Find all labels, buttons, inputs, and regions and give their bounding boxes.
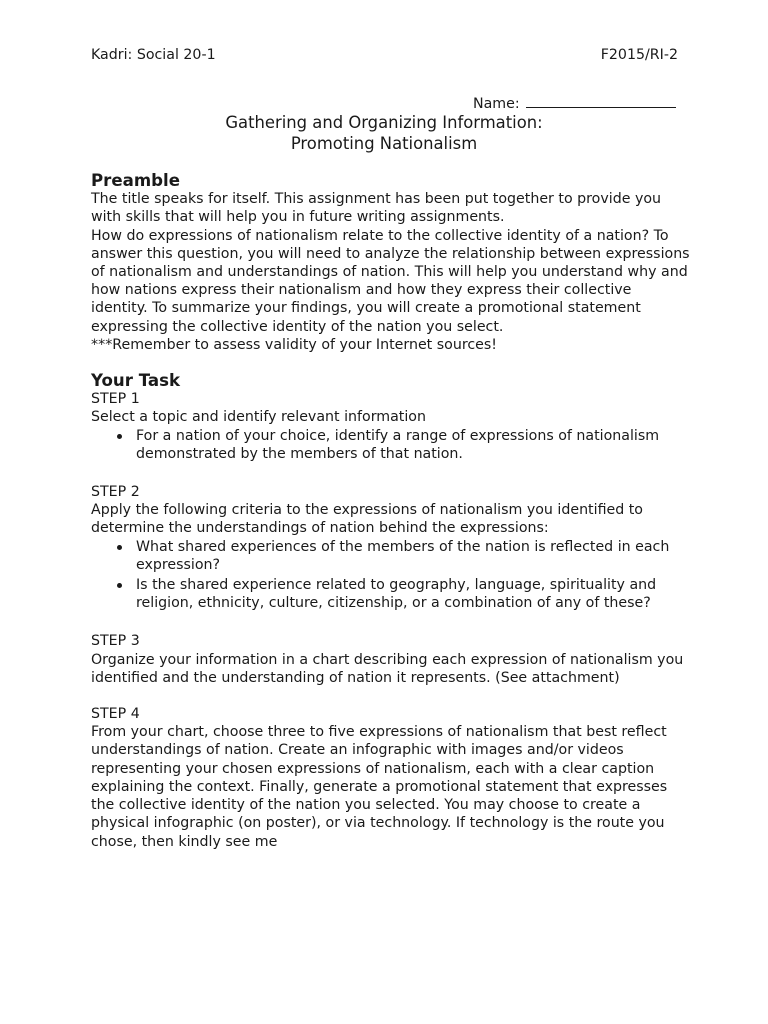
preamble-note: ***Remember to assess validity of your Internet sources! [91,336,497,353]
title-line-2: Promoting Nationalism [290,134,478,153]
task-heading: Your Task [91,371,181,391]
spacer [91,354,691,372]
preamble-paragraph-2: How do expressions of nationalism relate to the collective identity of a nation? To answer this question, you will need to analyze the relationship between expressions of nationalism and understandings of nation. This will help you understand why and how nations express their nationalism and how they express their collective identity. To summarize your findings, you will create a promotional statement expressing the collective identity of the nation you select. [91,227,690,335]
list-item: What shared experiences of the members of the nation is reflected in each expression? [136,538,691,574]
spacer [91,465,691,483]
spacer [91,614,691,632]
step-1-text: Select a topic and identify relevant information [91,409,426,426]
title-line-1: Gathering and Organizing Information: [225,113,543,132]
document-code: F2015/RI-2 [600,47,678,63]
list-item: For a nation of your choice, identify a range of expressions of nationalism demonstrated by the members of that nation. [136,427,691,463]
name-label: Name: [473,96,520,112]
step-2-label: STEP 2 [91,484,140,501]
list-item: Is the shared experience related to geography, language, spirituality and religion, ethnicity, culture, citizenship, or a combination of any of these? [136,576,691,612]
step-2-bullet-list [91,538,691,613]
name-field [473,93,676,113]
name-blank-line [526,93,676,108]
spacer [91,687,691,705]
step-4-label: STEP 4 [91,706,140,723]
step-1-bullet-list [91,427,691,463]
course-header: Kadri: Social 20-1 [91,47,216,63]
step-3-text: Organize your information in a chart describing each expression of nationalism you identified and the understanding of nation it represents. (See attachment) [91,651,684,686]
preamble-paragraph-1: The title speaks for itself. This assignment has been put together to provide you with skills that will help you in future writing assignments. [91,191,662,226]
preamble-heading: Preamble [91,171,180,190]
step-1-label: STEP 1 [91,391,140,408]
step-4-text: From your chart, choose three to five expressions of nationalism that best reflect understandings of nation. Create an infographic with images and/or videos representing your chosen expressions of nationalism, each with a clear caption explaining the context. Finally, generate a promotional statement that expresses the collective identity of the nation you selected. You may choose to create a physical infographic (on poster), or via technology. If technology is the route you chose, then kindly see me [91,724,668,850]
step-3-label: STEP 3 [91,633,140,650]
step-2-text: Apply the following criteria to the expressions of nationalism you identified to determine the understandings of nation behind the expressions: [91,502,643,537]
document-body [91,172,691,851]
